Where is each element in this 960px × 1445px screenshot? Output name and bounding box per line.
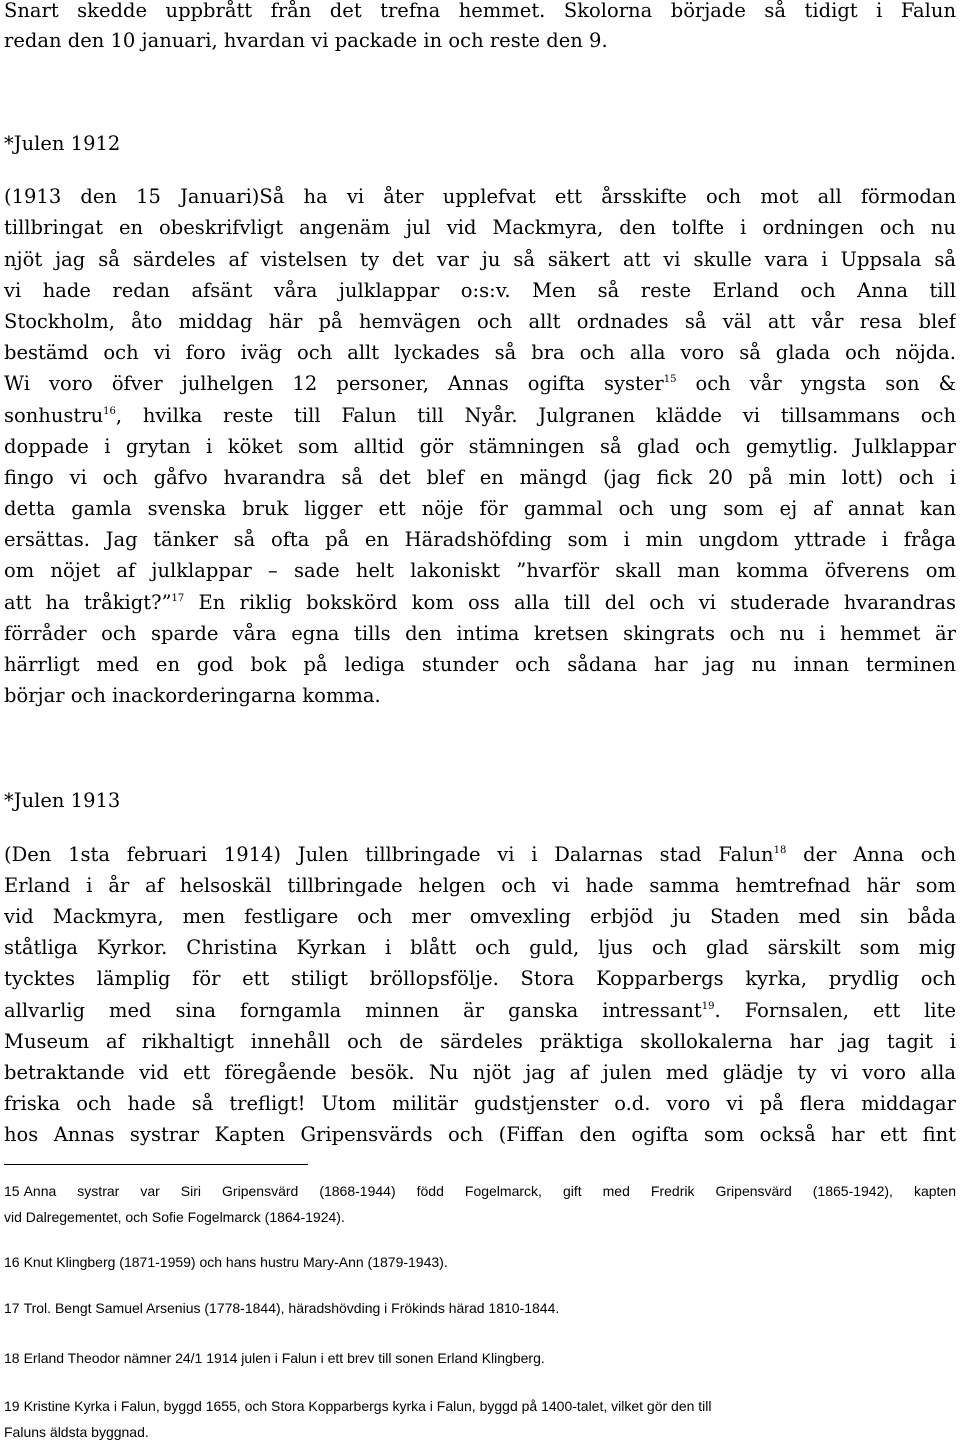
body-line xyxy=(4,400,956,431)
body-line: njöt jag så särdeles af vistelsen ty det var ju så säkert att vi skulle vara i Uppsala så xyxy=(4,247,956,271)
footnote-text: Anna systrar var Siri Gripensvärd (1868-1944) född Fogelmarck, gift med Fredrik Gripensvärd (1865-1942), kapten xyxy=(23,1183,956,1199)
body-line: detta gamla svenska bruk ligger ett nöje för gammal och ung som ej af annat kan xyxy=(4,497,956,521)
section-heading-julen-1912: *Julen 1912 xyxy=(4,132,121,155)
body-line: Snart skedde uppbrått från det trefna hemmet. Skolorna började så tidigt i Falun xyxy=(4,0,956,22)
footnote-line: Faluns äldsta byggnad. xyxy=(4,1424,149,1440)
footnote-ref: 17 xyxy=(171,592,185,604)
footnote-number: 19 xyxy=(4,1398,20,1414)
footnote-number: 16 xyxy=(4,1254,20,1270)
footnote-line: vid Dalregementet, och Sofie Fogelmarck (1864-1924). xyxy=(4,1209,345,1225)
footnote-line xyxy=(4,1345,956,1371)
body-line: ståtliga Kyrkor. Christina Kyrkan i blått och guld, ljus och glad särskilt som mig xyxy=(4,936,956,960)
footnote-17 xyxy=(4,1295,956,1321)
body-line xyxy=(4,995,956,1026)
footnote-18 xyxy=(4,1345,956,1371)
footnote-text: Erland Theodor nämner 24/1 1914 julen i Falun i ett brev till sonen Erland Klingberg. xyxy=(23,1350,545,1366)
body-line: härrligt med en god bok på lediga stunder och sådana har jag nu innan terminen xyxy=(4,653,956,676)
footnote-separator xyxy=(4,1164,308,1165)
body-line: vi hade redan afsänt våra julklappar o:s:v. Men så reste Erland och Anna till xyxy=(4,278,956,302)
body-line: tillbringat en obeskrifvligt angenäm jul vid Mackmyra, den tolfte i ordningen och nu xyxy=(4,216,956,240)
body-line: tycktes lämplig för ett stiligt bröllopsfölje. Stora Kopparbergs kyrka, prydlig och xyxy=(4,967,956,991)
footnote-number: 18 xyxy=(4,1350,20,1366)
body-text: sonhustru xyxy=(4,403,104,427)
body-text: att ha tråkigt?” xyxy=(4,590,172,614)
body-line: Stockholm, åto middag här på hemvägen och allt ordnades så väl att vår resa blef xyxy=(4,309,956,333)
footnote-ref: 18 xyxy=(773,844,787,856)
body-line xyxy=(4,587,956,618)
body-text: och vår yngsta son & xyxy=(695,372,956,396)
body-line xyxy=(4,368,956,399)
body-text: , hvilka reste till Falun till Nyår. Julgranen klädde vi tillsammans och xyxy=(115,403,956,427)
footnote-19 xyxy=(4,1393,956,1445)
footnote-15 xyxy=(4,1178,956,1230)
footnote-text: Knut Klingberg (1871-1959) och hans hustru Mary-Ann (1879-1943). xyxy=(23,1254,448,1270)
footnote-text: Trol. Bengt Samuel Arsenius (1778-1844), häradshövding i Frökinds härad 1810-1844. xyxy=(23,1300,560,1316)
footnote-line xyxy=(4,1295,956,1321)
body-line: om nöjet af julklappar – sade helt lakoniskt ”hvarför skall man komma öfverens om xyxy=(4,559,956,583)
footnote-ref: 19 xyxy=(701,1000,715,1012)
body-line: friska och hade så trefligt! Utom militär gudstjenster o.d. voro vi på flera middagar xyxy=(4,1092,956,1116)
body-line: börjar och inackorderingarna komma. xyxy=(4,684,381,708)
body-line xyxy=(4,839,956,870)
footnote-ref: 16 xyxy=(103,405,116,417)
footnote-number: 15 xyxy=(4,1183,20,1199)
footnote-number: 17 xyxy=(4,1300,20,1316)
body-line: hos Annas systrar Kapten Gripensvärds och (Fiffan den ogifta som också har ett fint xyxy=(4,1123,956,1147)
body-line: doppade i grytan i köket som alltid gör stämningen så glad och gemytlig. Julklappar xyxy=(4,434,956,458)
body-line: Erland i år af helsoskäl tillbringade helgen och vi hade samma hemtrefnad här som xyxy=(4,873,956,897)
body-text: allvarlig med sina forngamla minnen är ganska intressant xyxy=(4,998,702,1022)
body-text: (Den 1sta februari 1914) Julen tillbringade vi i Dalarnas stad Falun xyxy=(4,842,774,866)
footnote-line xyxy=(4,1178,956,1204)
body-line: redan den 10 januari, hvardan vi packade in och reste den 9. xyxy=(4,29,608,52)
body-text: der Anna och xyxy=(803,842,956,866)
footnote-line xyxy=(4,1249,956,1275)
document-page xyxy=(4,0,956,1150)
footnote-16 xyxy=(4,1249,956,1275)
footnote-text: Kristine Kyrka i Falun, byggd 1655, och Stora Kopparbergs kyrka i Falun, byggd på 1400-talet, vilket gör den till xyxy=(23,1398,712,1414)
body-line: fingo vi och gåfvo hvarandra så det blef en mängd (jag fick 20 på min lott) och i xyxy=(4,465,956,489)
body-text: Wi voro öfver julhelgen 12 personer, Annas ogifta syster xyxy=(4,372,664,396)
body-line: vid Mackmyra, men festligare och mer omvexling erbjöd ju Staden med sin båda xyxy=(4,904,956,928)
body-text: . Fornsalen, ett lite xyxy=(714,998,956,1022)
body-line: Museum af rikhaltigt innehåll och de särdeles präktiga skollokalerna har jag tagit i xyxy=(4,1029,956,1053)
body-line: förråder och sparde våra egna tills den intima kretsen skingrats och nu i hemmet är xyxy=(4,621,956,645)
section-heading-julen-1913: *Julen 1913 xyxy=(4,789,121,813)
body-line: bestämd och vi foro iväg och allt lyckades så bra och alla voro så glada och nöjda. xyxy=(4,341,956,365)
footnote-ref: 15 xyxy=(663,374,677,386)
body-text: En riklig bokskörd kom oss alla till del och vi studerade hvarandras xyxy=(198,590,956,614)
footnote-line xyxy=(4,1393,956,1419)
body-line: betraktande vid ett föregående besök. Nu njöt jag af julen med glädje ty vi voro alla xyxy=(4,1060,956,1084)
body-line: (1913 den 15 Januari)Så ha vi åter upplefvat ett årsskifte och mot all förmodan xyxy=(4,185,956,209)
body-line: ersättas. Jag tänker så ofta på en Häradshöfding som i min ungdom yttrade i fråga xyxy=(4,528,956,552)
